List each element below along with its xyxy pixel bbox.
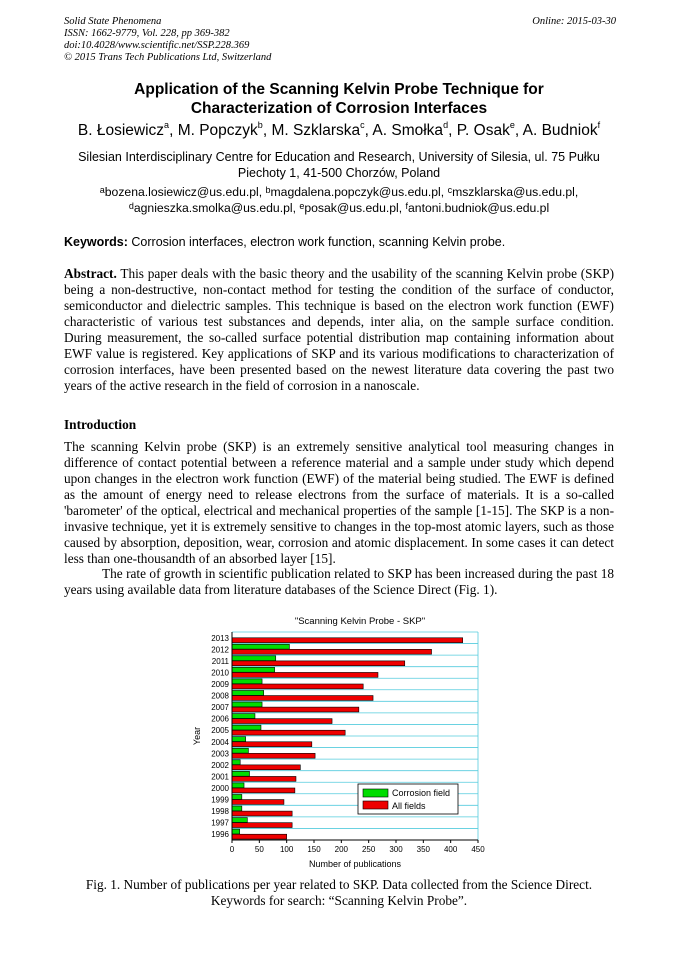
y-tick-label: 2000 <box>211 784 229 793</box>
bar-all-2007 <box>232 707 359 712</box>
keywords <box>64 235 505 249</box>
email-list: $^a$bozena.losiewicz@us.edu.pl, $^b$magdalena.popczyk@us.edu.pl, $^c$mszklarska@us.edu.pl, $^d$agnieszka.smolka@us.edu.pl, $^e$posak@us.edu.pl, $^f$antoni.budniok@us.edu.pl <box>99 185 579 215</box>
bar-corrosion-2000 <box>232 783 244 788</box>
x-tick-label: 0 <box>229 845 235 854</box>
bar-corrosion-2007 <box>232 702 262 707</box>
email-link[interactable]: $^f$antoni.budniok@us.edu.pl <box>405 201 550 215</box>
publications-bar-chart <box>180 612 500 872</box>
y-tick-label: 2013 <box>211 633 229 643</box>
issn-line: ISSN: 1662-9779, Vol. 228, pp 369-382 <box>64 28 230 39</box>
legend-label-all: All fields <box>392 801 426 811</box>
abstract <box>64 266 614 394</box>
y-axis-label: Year <box>192 726 202 746</box>
bar-all-1997 <box>232 823 292 828</box>
bar-corrosion-1999 <box>232 794 242 799</box>
online-date: Online: 2015-03-30 <box>532 16 616 27</box>
bar-all-2006 <box>232 719 332 724</box>
bar-all-2003 <box>232 753 315 758</box>
bar-all-2010 <box>232 672 378 677</box>
author: A. Smołka$^d$ <box>372 120 449 139</box>
x-tick-label: 150 <box>307 845 321 854</box>
author: M. Szklarska$^c$ <box>271 120 365 139</box>
chart-title: "Scanning Kelvin Probe - SKP" <box>294 616 426 627</box>
bar-corrosion-2010 <box>232 667 275 672</box>
bar-corrosion-2002 <box>232 760 240 765</box>
x-tick-label: 450 <box>471 845 485 854</box>
y-tick-label: 2012 <box>211 645 229 655</box>
bar-all-2009 <box>232 684 363 689</box>
journal-header <box>64 16 271 64</box>
bar-all-1996 <box>232 834 287 839</box>
doi-line: doi:10.4028/www.scientific.net/SSP.228.369 <box>64 40 250 51</box>
x-tick-label: 400 <box>443 845 458 854</box>
bar-all-2002 <box>232 765 300 770</box>
email-link[interactable]: $^b$magdalena.popczyk@us.edu.pl <box>265 185 441 199</box>
x-axis-label: Number of publications <box>308 859 402 869</box>
legend-label-corrosion: Corrosion field <box>392 788 451 798</box>
y-tick-label: 2001 <box>211 772 229 782</box>
author: M. Popczyk$^b$ <box>177 120 263 139</box>
author: A. Budniok$^f$ <box>522 120 601 139</box>
bar-corrosion-2006 <box>232 714 255 719</box>
y-tick-label: 1998 <box>211 807 229 817</box>
affiliation: Silesian Interdisciplinary Centre for Education and Research, University of Silesia, ul. 75 Pułku Piechoty 1, 41-500 Chorzów, Poland <box>78 150 600 180</box>
paper-title <box>0 80 678 118</box>
y-tick-label: 1996 <box>211 830 229 840</box>
email-link[interactable]: $^c$mszklarska@us.edu.pl <box>447 185 575 199</box>
abstract-label: Abstract. <box>64 266 117 281</box>
journal-name: Solid State Phenomena <box>64 16 162 27</box>
x-tick-label: 300 <box>389 845 403 854</box>
email-link[interactable]: $^d$agnieszka.smolka@us.edu.pl <box>128 201 293 215</box>
y-tick-label: 2010 <box>211 668 229 678</box>
bar-corrosion-2001 <box>232 771 249 776</box>
bar-corrosion-2011 <box>232 656 276 661</box>
bar-corrosion-1996 <box>232 829 240 834</box>
y-tick-label: 2011 <box>211 656 229 666</box>
bar-corrosion-2012 <box>232 644 289 649</box>
y-tick-label: 2002 <box>211 760 229 770</box>
bar-all-2004 <box>232 742 312 747</box>
y-tick-label: 1997 <box>211 818 229 828</box>
legend-swatch-corrosion <box>363 789 388 797</box>
y-tick-label: 2009 <box>211 680 229 689</box>
y-tick-label: 2005 <box>211 726 229 736</box>
x-tick-label: 50 <box>254 845 264 854</box>
bar-all-2013 <box>232 638 463 643</box>
y-tick-label: 2008 <box>211 691 229 701</box>
bar-all-1998 <box>232 811 292 816</box>
bar-corrosion-2008 <box>232 690 264 695</box>
y-tick-label: 2003 <box>211 749 229 759</box>
intro-paragraph-1: The scanning Kelvin probe (SKP) is an extremely sensitive analytical tool measuring changes in difference of contact potential between a reference material and a sample under study which depend upon changes in the electron work function (EWF) of the material being studied. The EWF is defined as the amount of energy need to release electrons from the surface of materials. It is a so-called 'barometer' of the optical, electrical and mechanical properties of the sample [1-15]. The SKP is a non-invasive technique, yet it is extremely sensitive to changes in the top-most atomic layers, such as those caused by absorption, deposition, wear, corrosion and atomic displacement. In some cases it can detect less than one-thousandth of an absorbed layer [15]. <box>64 439 614 566</box>
bar-corrosion-2004 <box>232 737 246 742</box>
x-tick-label: 200 <box>334 845 349 854</box>
bar-all-2011 <box>232 661 405 666</box>
y-tick-label: 1999 <box>211 795 229 805</box>
x-tick-label: 350 <box>416 845 431 854</box>
title-line-2: Characterization of Corrosion Interfaces <box>190 100 488 117</box>
legend-swatch-all <box>363 801 388 809</box>
y-tick-label: 2006 <box>211 714 229 724</box>
author-list: B. Łosiewicz$^a$, M. Popczyk$^b$, M. Szklarska$^c$, A. Smołka$^d$, P. Osak$^e$, A. Budniok$^f$ <box>77 120 601 139</box>
section-heading-introduction: Introduction <box>64 417 137 432</box>
copyright-line: © 2015 Trans Tech Publications Ltd, Switzerland <box>64 52 272 63</box>
bar-corrosion-2009 <box>232 679 262 684</box>
bar-corrosion-2003 <box>232 748 248 753</box>
abstract-text: This paper deals with the basic theory and the usability of the scanning Kelvin probe (SKP) being a non-destructive, non-contact method for testing the condition of the surface of conductor, semiconductor and dielectric samples. This technique is based on the electron work function (EWF) characteristic of various test substances and depends, inter alia, on the sample surface condition. During measurement, the so-called surface potential distribution map containing information about EWF value is registered. Key applications of SKP and its various modifications to characterization of corrosion interfaces, have been presented based on the newest literature data covering the past two years of the active research in the field of corrosion in a nanoscale. <box>64 266 614 393</box>
figure-caption: Fig. 1. Number of publications per year related to SKP. Data collected from the Science Direct. Keywords for search: “Scanning Kelvin Probe”. <box>85 877 593 908</box>
title-line-1: Application of the Scanning Kelvin Probe Technique for <box>134 81 544 98</box>
bar-corrosion-1997 <box>232 818 247 823</box>
y-tick-label: 2004 <box>211 737 229 747</box>
email-link[interactable]: $^e$posak@us.edu.pl <box>299 201 399 215</box>
y-tick-label: 2007 <box>211 703 229 713</box>
email-link[interactable]: $^a$bozena.losiewicz@us.edu.pl <box>99 185 259 199</box>
bar-corrosion-2005 <box>232 725 261 730</box>
bar-all-2008 <box>232 696 373 701</box>
keywords-label: Keywords: <box>64 235 128 249</box>
bar-corrosion-1998 <box>232 806 242 811</box>
x-tick-label: 100 <box>279 845 294 854</box>
author: B. Łosiewicz$^a$ <box>77 120 170 139</box>
bar-all-1999 <box>232 800 284 805</box>
keywords-text: Corrosion interfaces, electron work function, scanning Kelvin probe. <box>131 235 506 249</box>
x-tick-label: 250 <box>361 845 376 854</box>
bar-all-2012 <box>232 649 432 654</box>
bar-all-2005 <box>232 730 345 735</box>
author: P. Osak$^e$ <box>456 120 515 139</box>
bar-all-2000 <box>232 788 295 793</box>
bar-all-2001 <box>232 776 296 781</box>
intro-paragraph-2: The rate of growth in scientific publication related to SKP has been increased during the past 18 years using available data from literature databases of the Science Direct (Fig. 1). <box>64 566 614 597</box>
